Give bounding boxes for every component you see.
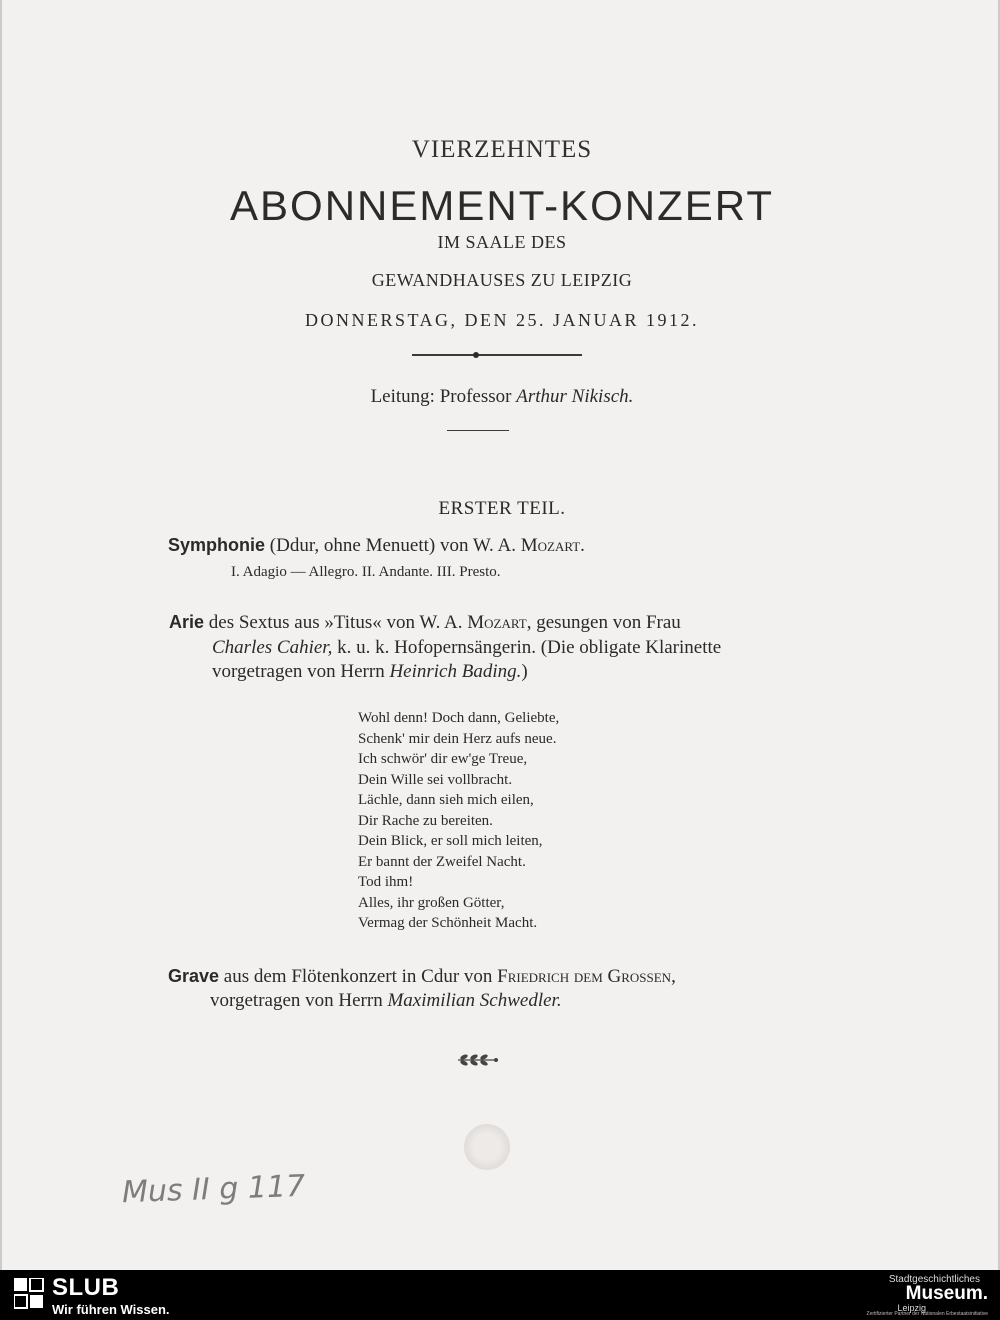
- section-title: ERSTER TEIL.: [438, 498, 566, 519]
- lyric-line: Tod ihm!: [358, 874, 414, 890]
- slub-brand-name[interactable]: SLUB: [52, 1274, 120, 1301]
- item-text: des Sextus aus »Titus« von W. A.: [208, 612, 463, 633]
- lyric-line: Lächle, dann sieh mich eilen,: [358, 792, 534, 808]
- conductor-name: Arthur Nikisch.: [516, 386, 634, 407]
- program-item-arie-line1: [169, 612, 681, 634]
- item-label: Grave: [168, 966, 220, 986]
- short-divider-rule: [447, 430, 509, 431]
- lyric-line: Schenk' mir dein Herz aufs neue.: [358, 730, 557, 747]
- heading-ordinal: VIERZEHNTES: [411, 136, 593, 163]
- item-text: k. u. k. Hofopernsängerin. (Die obligate Klarinette: [337, 637, 722, 658]
- item-text: (Ddur, ohne Menuett) von W. A.: [269, 535, 516, 556]
- program-item-grave-line1: [168, 966, 676, 988]
- lyric-line: Ich schwör' dir ew'ge Treue,: [358, 751, 528, 767]
- item-label: Arie: [169, 612, 205, 632]
- lyric-line: Vermag der Schönheit Macht.: [358, 915, 538, 931]
- symphonie-movements: I. Adagio — Allegro. II. Andante. III. Presto.: [231, 564, 501, 580]
- aria-lyrics: [358, 708, 559, 934]
- item-text: aus dem Flötenkonzert in Cdur von: [223, 966, 493, 987]
- program-item-grave-line2: [210, 990, 562, 1012]
- library-stamp-icon: [464, 1124, 510, 1170]
- footer-bar: [0, 1270, 1000, 1320]
- leaf-ornament-icon: [454, 1052, 502, 1068]
- partner-name[interactable]: Museum.: [905, 1283, 988, 1304]
- lyric-line: Dein Wille sei vollbracht.: [358, 771, 513, 788]
- program-item-arie-line3: [212, 661, 528, 683]
- program-item-symphonie: [168, 535, 585, 557]
- heading-venue-2: GEWANDHAUSES ZU LEIPZIG: [371, 270, 633, 290]
- lyric-line: Dir Rache zu bereiten.: [358, 812, 493, 829]
- partner-city: Leipzig: [897, 1303, 926, 1313]
- partner-label-top: Stadtgeschichtliches: [888, 1274, 980, 1285]
- heading-venue-1: IM SAALE DES: [437, 232, 567, 252]
- concert-date: DONNERSTAG, DEN 25. JANUAR 1912.: [304, 310, 700, 330]
- flutist-name: Maximilian Schwedler.: [387, 990, 562, 1011]
- divider-rule: [412, 354, 582, 356]
- handwritten-shelfmark: Mus II g 117: [121, 1168, 306, 1211]
- singer-name: Charles Cahier,: [212, 637, 333, 658]
- conductor-label: Leitung: Professor: [370, 386, 512, 407]
- partner-note: Zertifizierter Partner der Nationalen Erbestaatsinitiative: [866, 1311, 988, 1317]
- clarinetist-name: Heinrich Bading.: [389, 661, 522, 682]
- item-label: Symphonie: [168, 535, 266, 555]
- lyric-line: Wohl denn! Doch dann, Geliebte,: [358, 710, 560, 726]
- heading-title: ABONNEMENT-KONZERT: [230, 182, 774, 229]
- item-text: gesungen von Frau: [536, 612, 681, 633]
- item-text: vorgetragen von Herrn: [210, 990, 383, 1011]
- item-text: vorgetragen von Herrn: [212, 661, 385, 682]
- slub-logo-icon: [14, 1278, 44, 1312]
- item-composer: Mozart,: [467, 612, 532, 633]
- item-composer: Mozart.: [520, 535, 585, 556]
- item-text: ): [521, 661, 528, 682]
- conductor-line: [2, 386, 1000, 408]
- lyric-line: Dein Blick, er soll mich leiten,: [358, 833, 543, 849]
- program-item-arie-line2: [212, 637, 721, 659]
- item-composer: Friedrich dem Grossen,: [497, 966, 676, 987]
- lyric-line: Er bannt der Zweifel Nacht.: [358, 853, 526, 870]
- lyric-line: Alles, ihr großen Götter,: [358, 894, 505, 911]
- slub-tagline: Wir führen Wissen.: [52, 1302, 170, 1317]
- divider-dot: [473, 352, 479, 358]
